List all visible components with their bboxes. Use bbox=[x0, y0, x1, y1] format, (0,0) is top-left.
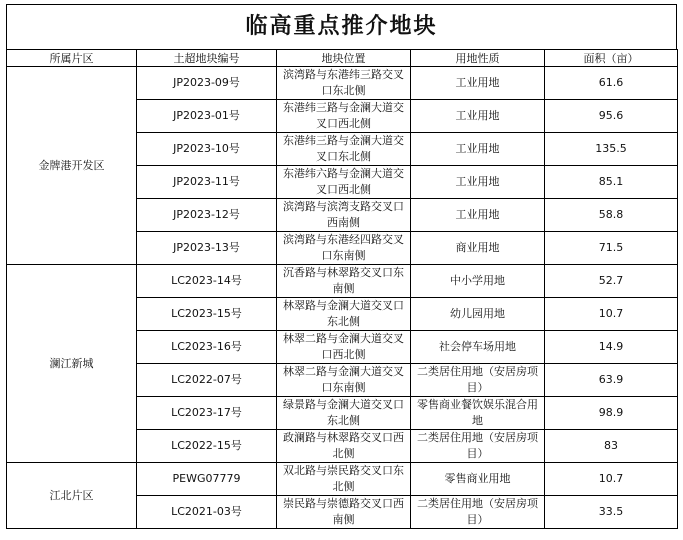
land-use-cell: 二类居住用地（安居房项目） bbox=[411, 430, 545, 463]
area-cell: 10.7 bbox=[545, 298, 678, 331]
location-cell: 双北路与崇民路交叉口东北侧 bbox=[277, 463, 411, 496]
parcel-code-cell: JP2023-01号 bbox=[137, 100, 277, 133]
land-use-cell: 二类居住用地（安居房项目） bbox=[411, 496, 545, 529]
region-cell: 澜江新城 bbox=[7, 265, 137, 463]
land-use-cell: 工业用地 bbox=[411, 100, 545, 133]
area-cell: 14.9 bbox=[545, 331, 678, 364]
parcel-code-cell: LC2022-15号 bbox=[137, 430, 277, 463]
location-cell: 崇民路与崇德路交叉口西南侧 bbox=[277, 496, 411, 529]
page-title: 临高重点推介地块 bbox=[6, 4, 677, 49]
land-parcel-table bbox=[6, 49, 678, 529]
table-row bbox=[7, 67, 678, 100]
parcel-code-cell: LC2021-03号 bbox=[137, 496, 277, 529]
land-use-cell: 工业用地 bbox=[411, 67, 545, 100]
land-use-cell: 社会停车场用地 bbox=[411, 331, 545, 364]
location-cell: 林翠二路与金澜大道交叉口东南侧 bbox=[277, 364, 411, 397]
table-body bbox=[7, 67, 678, 529]
area-cell: 63.9 bbox=[545, 364, 678, 397]
location-cell: 东港纬三路与金澜大道交叉口西北侧 bbox=[277, 100, 411, 133]
area-cell: 52.7 bbox=[545, 265, 678, 298]
area-cell: 98.9 bbox=[545, 397, 678, 430]
table-row bbox=[7, 265, 678, 298]
location-cell: 东港纬六路与金澜大道交叉口西北侧 bbox=[277, 166, 411, 199]
parcel-code-cell: LC2023-17号 bbox=[137, 397, 277, 430]
area-cell: 10.7 bbox=[545, 463, 678, 496]
location-cell: 绿景路与金澜大道交叉口东北侧 bbox=[277, 397, 411, 430]
parcel-code-cell: JP2023-12号 bbox=[137, 199, 277, 232]
area-cell: 95.6 bbox=[545, 100, 678, 133]
land-use-cell: 零售商业用地 bbox=[411, 463, 545, 496]
land-use-cell: 工业用地 bbox=[411, 199, 545, 232]
parcel-code-cell: JP2023-13号 bbox=[137, 232, 277, 265]
area-cell: 135.5 bbox=[545, 133, 678, 166]
land-use-cell: 商业用地 bbox=[411, 232, 545, 265]
parcel-code-cell: PEWG07779 bbox=[137, 463, 277, 496]
document-sheet bbox=[6, 4, 677, 529]
land-use-cell: 幼儿园用地 bbox=[411, 298, 545, 331]
parcel-code-cell: LC2023-16号 bbox=[137, 331, 277, 364]
location-cell: 林翠路与金澜大道交叉口东北侧 bbox=[277, 298, 411, 331]
header-area: 面积（亩） bbox=[545, 50, 678, 67]
area-cell: 58.8 bbox=[545, 199, 678, 232]
location-cell: 林翠二路与金澜大道交叉口西北侧 bbox=[277, 331, 411, 364]
area-cell: 83 bbox=[545, 430, 678, 463]
region-cell: 金牌港开发区 bbox=[7, 67, 137, 265]
location-cell: 东港纬三路与金澜大道交叉口东北侧 bbox=[277, 133, 411, 166]
region-cell: 江北片区 bbox=[7, 463, 137, 529]
area-cell: 71.5 bbox=[545, 232, 678, 265]
land-use-cell: 工业用地 bbox=[411, 133, 545, 166]
parcel-code-cell: LC2023-15号 bbox=[137, 298, 277, 331]
area-cell: 85.1 bbox=[545, 166, 678, 199]
parcel-code-cell: JP2023-11号 bbox=[137, 166, 277, 199]
parcel-code-cell: JP2023-10号 bbox=[137, 133, 277, 166]
land-use-cell: 工业用地 bbox=[411, 166, 545, 199]
land-use-cell: 中小学用地 bbox=[411, 265, 545, 298]
land-use-cell: 零售商业餐饮娱乐混合用地 bbox=[411, 397, 545, 430]
location-cell: 滨湾路与东港经四路交叉口东南侧 bbox=[277, 232, 411, 265]
header-location: 地块位置 bbox=[277, 50, 411, 67]
header-code: 土超地块编号 bbox=[137, 50, 277, 67]
location-cell: 滨湾路与滨湾支路交叉口西南侧 bbox=[277, 199, 411, 232]
area-cell: 33.5 bbox=[545, 496, 678, 529]
area-cell: 61.6 bbox=[545, 67, 678, 100]
location-cell: 政澜路与林翠路交叉口西北侧 bbox=[277, 430, 411, 463]
parcel-code-cell: JP2023-09号 bbox=[137, 67, 277, 100]
land-use-cell: 二类居住用地（安居房项目） bbox=[411, 364, 545, 397]
location-cell: 滨湾路与东港纬三路交叉口东北侧 bbox=[277, 67, 411, 100]
table-row bbox=[7, 463, 678, 496]
location-cell: 沉香路与林翠路交叉口东南侧 bbox=[277, 265, 411, 298]
parcel-code-cell: LC2023-14号 bbox=[137, 265, 277, 298]
header-region: 所属片区 bbox=[7, 50, 137, 67]
parcel-code-cell: LC2022-07号 bbox=[137, 364, 277, 397]
header-use: 用地性质 bbox=[411, 50, 545, 67]
header-row bbox=[7, 50, 678, 67]
